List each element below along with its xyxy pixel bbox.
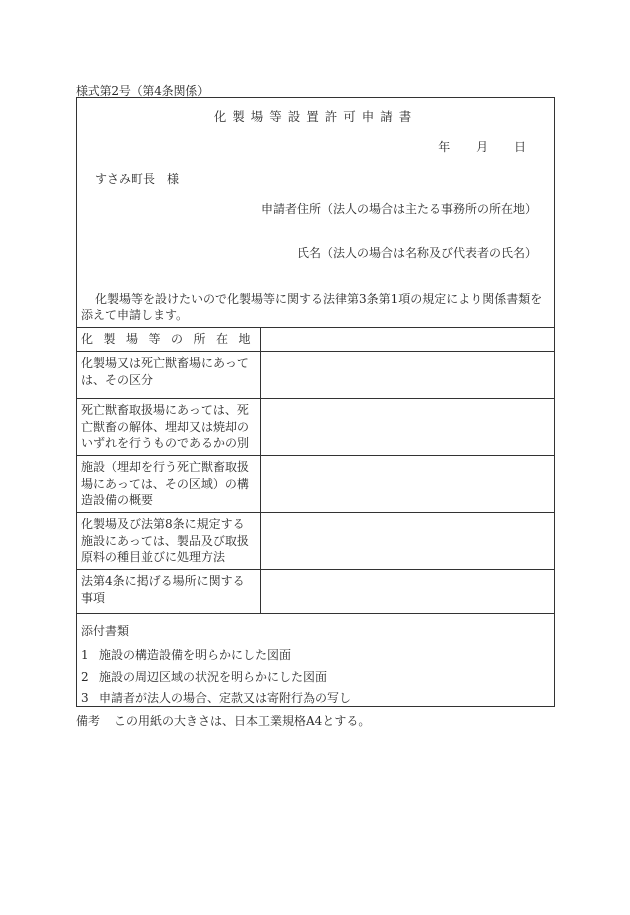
addressee-name: すさみ町長 (95, 172, 156, 186)
attachments-heading: 添付書類 (81, 624, 130, 638)
row-label: 化製場及び法第8条に規定する施設にあっては、製品及び取扱原料の種目並びに処理方法 (77, 513, 261, 570)
date-line (438, 138, 526, 155)
row-value-field[interactable] (261, 513, 555, 570)
table-row (77, 513, 555, 570)
row-label: 化製場等の所在地 (77, 328, 261, 352)
footnote-label: 備考 (76, 714, 101, 728)
row-label: 死亡獣畜取扱場にあっては、死亡獣畜の解体、埋却又は焼却のいずれを行うものであるかの別 (77, 399, 261, 456)
table-row (77, 456, 555, 513)
row-label: 化製場又は死亡獣畜場にあっては、その区分 (77, 352, 261, 399)
footnote (76, 712, 370, 729)
application-statement: 化製場等を設けたいので化製場等に関する法律第3条第1項の規定により関係書類を添えて申請します。 (81, 292, 543, 322)
applicant-name-label: 氏名（法人の場合は名称及び代表者の氏名） (296, 246, 537, 260)
applicant-address-label: 申請者住所（法人の場合は主たる事務所の所在地） (260, 202, 537, 216)
date-month: 月 (476, 140, 489, 154)
table-row (77, 352, 555, 399)
form-title: 化製場等設置許可申請書 (213, 109, 418, 124)
details-table (76, 327, 555, 614)
application-form (76, 97, 555, 707)
table-row (77, 570, 555, 614)
table-row (77, 328, 555, 352)
form-number: 様式第2号（第4条関係） (76, 84, 209, 98)
addressee (95, 170, 179, 187)
addressee-honorific: 様 (167, 172, 180, 186)
row-value-field[interactable] (261, 570, 555, 614)
attachments-section (77, 612, 554, 706)
date-year: 年 (438, 140, 451, 154)
footnote-text: この用紙の大きさは、日本工業規格A4とする。 (114, 714, 371, 728)
row-value-field[interactable] (261, 456, 555, 513)
row-value-field[interactable] (261, 352, 555, 399)
table-row (77, 399, 555, 456)
date-day: 日 (513, 140, 526, 154)
row-value-field[interactable] (261, 399, 555, 456)
row-value-field[interactable] (261, 328, 555, 352)
row-label: 法第4条に掲げる場所に関する事項 (77, 570, 261, 614)
attachment-item: 1 施設の構造設備を明らかにした図面 (81, 648, 292, 662)
attachment-item: 2 施設の周辺区域の状況を明らかにした図面 (81, 670, 328, 684)
attachment-item: 3 申請者が法人の場合、定款又は寄附行為の写し (81, 691, 352, 705)
row-label: 施設（埋却を行う死亡獣畜取扱場にあっては、その区域）の構造設備の概要 (77, 456, 261, 513)
